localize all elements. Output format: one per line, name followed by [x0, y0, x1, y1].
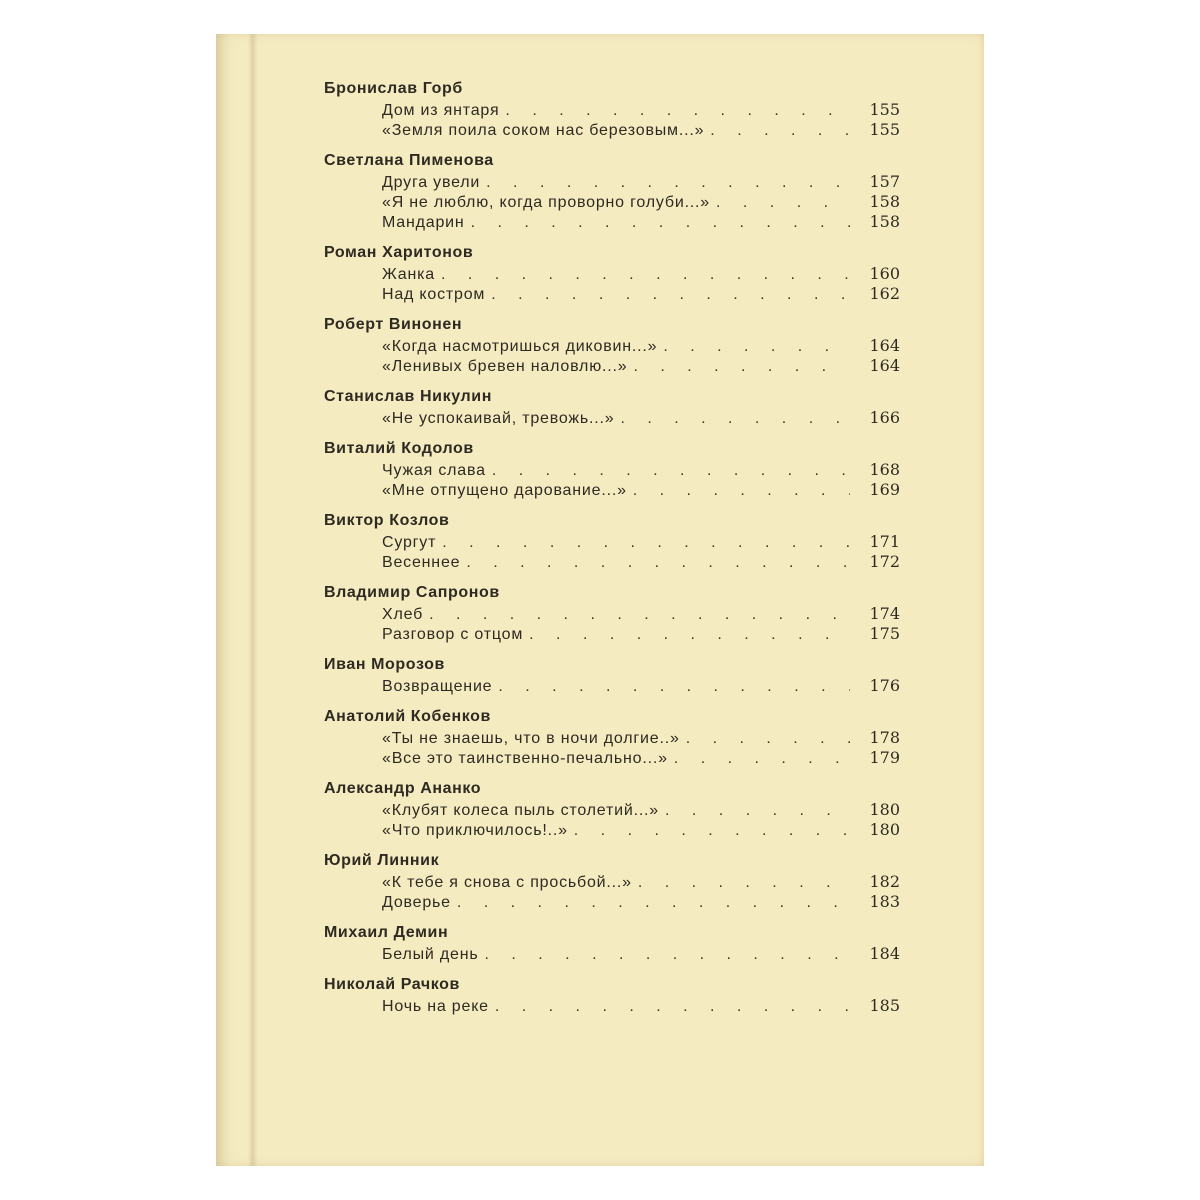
author-name: Бронислав Горб	[324, 80, 463, 97]
page-number: 164	[869, 336, 900, 355]
entry-title: «Что приключилось!..»	[382, 822, 568, 839]
dot-leader	[485, 945, 851, 965]
toc-entry	[324, 604, 900, 624]
dot-leader	[492, 461, 850, 481]
entry-title: «Я не люблю, когда проворно голуби...»	[382, 194, 711, 211]
toc-entry	[324, 356, 900, 376]
page-number: 168	[869, 460, 900, 479]
page-fold-shadow	[248, 34, 258, 1166]
author-name: Николай Рачков	[324, 976, 460, 993]
author-name: Светлана Пименова	[324, 152, 494, 169]
entry-title: «Клубят колеса пыль столетий...»	[382, 802, 660, 819]
author-name: Михаил Демин	[324, 924, 449, 941]
toc-entry	[324, 192, 900, 212]
page-number: 182	[869, 872, 900, 891]
page-number: 184	[869, 944, 900, 963]
dot-leader	[495, 997, 850, 1017]
dot-leader	[429, 605, 850, 625]
page-number: 185	[869, 996, 900, 1015]
page-number: 157	[869, 172, 900, 191]
book-page	[216, 34, 984, 1166]
page-number: 160	[869, 264, 900, 283]
toc-entry	[324, 800, 900, 820]
entry-title: Возвращение	[382, 678, 493, 695]
toc-section	[324, 850, 900, 912]
dot-leader	[466, 553, 850, 573]
author-name: Александр Ананко	[324, 780, 482, 797]
dot-leader	[710, 121, 850, 141]
dot-leader	[638, 873, 850, 893]
toc-section	[324, 974, 900, 1016]
dot-leader	[505, 101, 850, 121]
entry-title: «Когда насмотришься диковин...»	[382, 338, 658, 355]
dot-leader	[633, 357, 850, 377]
page-number: 176	[869, 676, 900, 695]
table-of-contents	[324, 74, 900, 1026]
dot-leader	[471, 213, 850, 233]
page-number: 158	[869, 192, 900, 211]
toc-section	[324, 242, 900, 304]
dot-leader	[457, 893, 850, 913]
toc-entry	[324, 748, 900, 768]
toc-section	[324, 78, 900, 140]
toc-entry	[324, 480, 900, 500]
entry-title: Над костром	[382, 286, 486, 303]
entry-title: «Мне отпущено дарование...»	[382, 482, 627, 499]
dot-leader	[491, 285, 850, 305]
toc-entry	[324, 872, 900, 892]
toc-section	[324, 706, 900, 768]
toc-entry	[324, 944, 900, 964]
toc-entry	[324, 460, 900, 480]
entry-title: Ночь на реке	[382, 998, 489, 1015]
page-number: 172	[869, 552, 900, 571]
author-name: Анатолий Кобенков	[324, 708, 491, 725]
author-name: Роберт Винонен	[324, 316, 463, 333]
entry-title: Доверье	[382, 894, 451, 911]
toc-entry	[324, 284, 900, 304]
dot-leader	[442, 533, 850, 553]
page-number: 174	[869, 604, 900, 623]
page-number: 166	[869, 408, 900, 427]
entry-title: Друга увели	[382, 174, 481, 191]
author-name: Виталий Кодолов	[324, 440, 474, 457]
entry-title: Жанка	[382, 266, 435, 283]
dot-leader	[620, 409, 850, 429]
page-number: 158	[869, 212, 900, 231]
entry-title: «Ленивых бревен наловлю...»	[382, 358, 628, 375]
author-name: Станислав Никулин	[324, 388, 492, 405]
page-number: 179	[869, 748, 900, 767]
author-name: Владимир Сапронов	[324, 584, 500, 601]
toc-entry	[324, 408, 900, 428]
page-number: 162	[869, 284, 900, 303]
page-number: 164	[869, 356, 900, 375]
page-number: 169	[869, 480, 900, 499]
entry-title: «Все это таинственно-печально...»	[382, 750, 668, 767]
toc-entry	[324, 172, 900, 192]
page-number: 183	[869, 892, 900, 911]
entry-title: Сургут	[382, 534, 437, 551]
toc-entry	[324, 728, 900, 748]
page-number: 175	[869, 624, 900, 643]
entry-title: Разговор с отцом	[382, 626, 524, 643]
author-name: Юрий Линник	[324, 852, 440, 869]
entry-title: Весеннее	[382, 554, 461, 571]
page-number: 171	[869, 532, 900, 551]
entry-title: «Не успокаивай, тревожь...»	[382, 410, 615, 427]
toc-entry	[324, 100, 900, 120]
entry-title: «Земля поила соком нас березовым...»	[382, 122, 705, 139]
page-number: 180	[869, 820, 900, 839]
toc-section	[324, 582, 900, 644]
toc-section	[324, 314, 900, 376]
toc-section	[324, 778, 900, 840]
dot-leader	[686, 729, 850, 749]
entry-title: «К тебе я снова с просьбой...»	[382, 874, 632, 891]
author-name: Виктор Козлов	[324, 512, 450, 529]
page-number: 155	[869, 100, 900, 119]
toc-entry	[324, 212, 900, 232]
toc-entry	[324, 264, 900, 284]
page-number: 180	[869, 800, 900, 819]
toc-entry	[324, 892, 900, 912]
dot-leader	[663, 337, 850, 357]
dot-leader	[529, 625, 850, 645]
toc-entry	[324, 996, 900, 1016]
page-number: 178	[869, 728, 900, 747]
toc-section	[324, 654, 900, 696]
toc-entry	[324, 532, 900, 552]
toc-section	[324, 922, 900, 964]
dot-leader	[574, 821, 850, 841]
author-name: Иван Морозов	[324, 656, 445, 673]
toc-entry	[324, 624, 900, 644]
toc-section	[324, 386, 900, 428]
toc-entry	[324, 820, 900, 840]
dot-leader	[486, 173, 850, 193]
entry-title: Чужая слава	[382, 462, 486, 479]
page-number: 155	[869, 120, 900, 139]
dot-leader	[633, 481, 850, 501]
dot-leader	[716, 193, 850, 213]
toc-entry	[324, 336, 900, 356]
toc-section	[324, 150, 900, 232]
toc-section	[324, 510, 900, 572]
entry-title: «Ты не знаешь, что в ночи долгие..»	[382, 730, 680, 747]
dot-leader	[674, 749, 850, 769]
dot-leader	[665, 801, 850, 821]
dot-leader	[441, 265, 850, 285]
toc-entry	[324, 120, 900, 140]
toc-entry	[324, 676, 900, 696]
author-name: Роман Харитонов	[324, 244, 474, 261]
entry-title: Хлеб	[382, 606, 424, 623]
dot-leader	[498, 677, 850, 697]
entry-title: Дом из янтаря	[382, 102, 500, 119]
entry-title: Мандарин	[382, 214, 465, 231]
entry-title: Белый день	[382, 946, 479, 963]
toc-section	[324, 438, 900, 500]
toc-entry	[324, 552, 900, 572]
